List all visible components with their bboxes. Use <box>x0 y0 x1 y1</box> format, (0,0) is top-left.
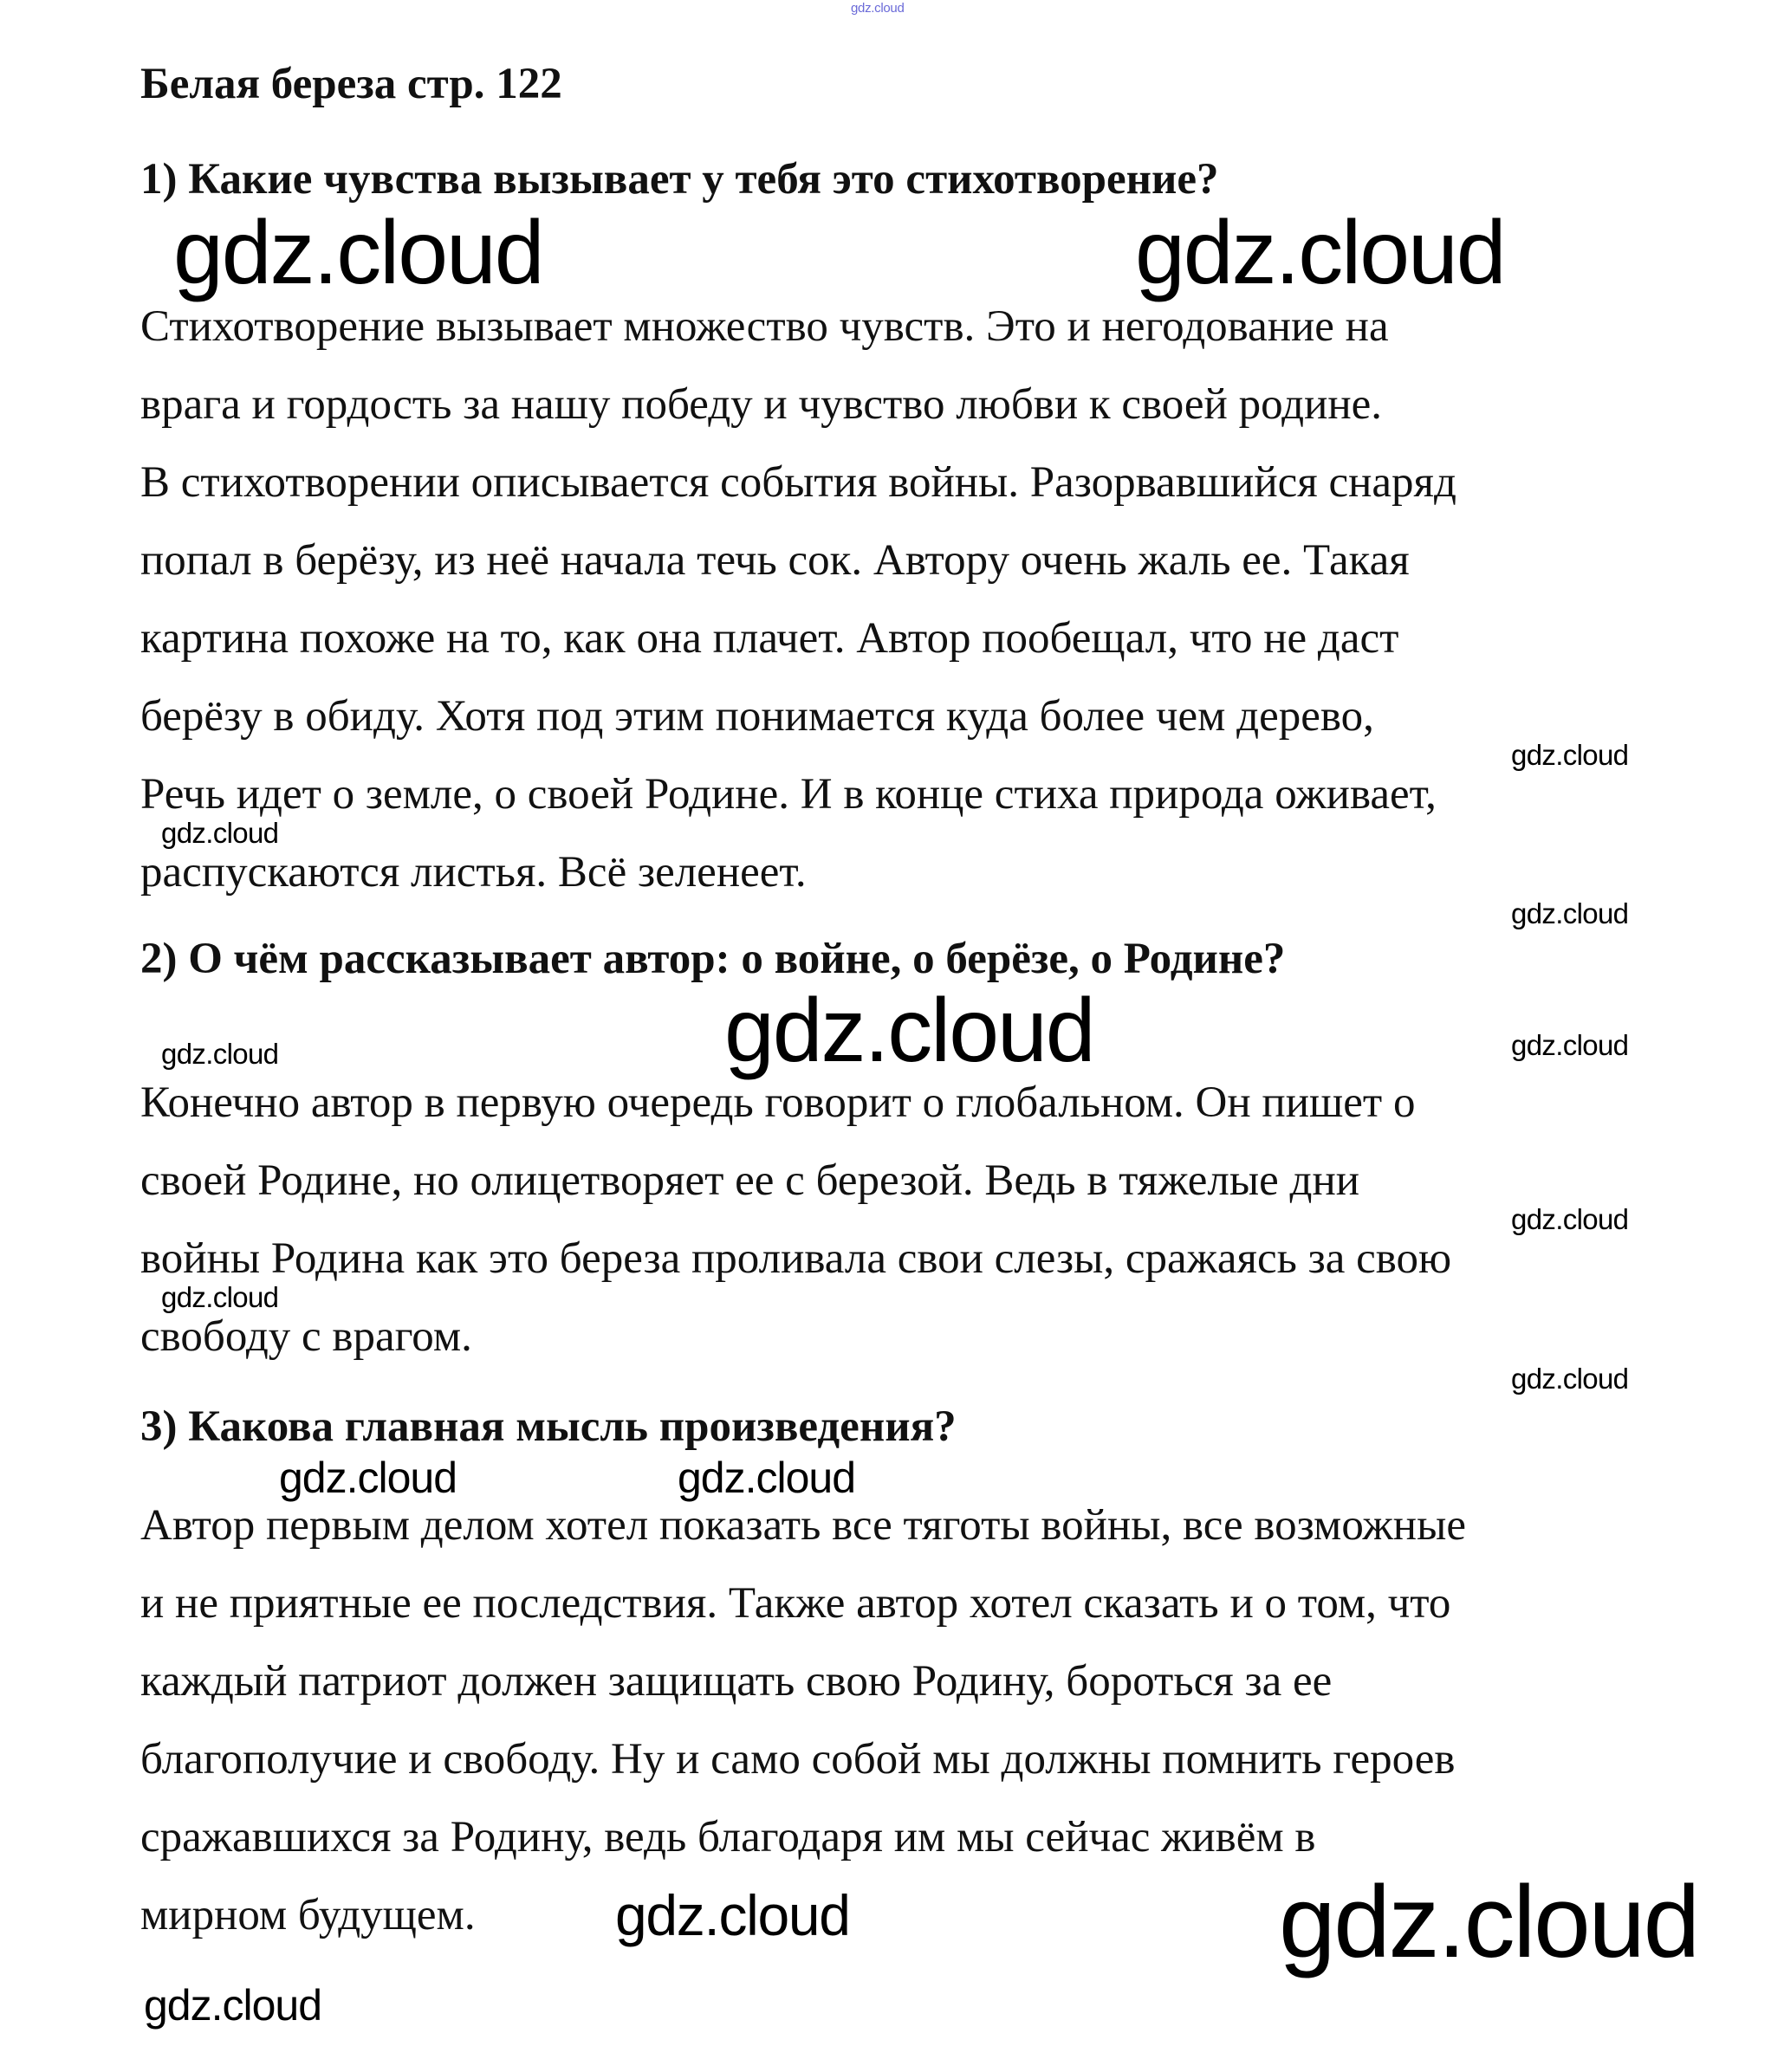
answer-1-line: попал в берёзу, из неё начала течь сок. Автору очень жаль ее. Такая <box>140 536 1410 585</box>
watermark: gdz.cloud <box>615 1883 850 1947</box>
answer-3-line: мирном будущем. <box>140 1891 476 1939</box>
answer-2-line: войны Родина как это береза проливала свои слезы, сражаясь за свою <box>140 1234 1452 1283</box>
answer-1-line: Стихотворение вызывает множество чувств. Это и негодование на <box>140 302 1389 351</box>
answer-1-line: Речь идет о земле, о своей Родине. И в конце стиха природа оживает, <box>140 770 1437 819</box>
answer-1-line: врага и гордость за нашу победу и чувство любви к своей родине. <box>140 380 1383 429</box>
answer-3-line: сражавшихся за Родину, ведь благодаря им мы сейчас живём в <box>140 1813 1316 1862</box>
answer-3-line: каждый патриот должен защищать свою Родину, бороться за ее <box>140 1657 1333 1706</box>
answer-3-line: Автор первым делом хотел показать все тяготы войны, все возможные <box>140 1501 1466 1550</box>
watermark: gdz.cloud <box>678 1454 856 1502</box>
answer-1-line: В стихотворении описывается события войны. Разорвавшийся снаряд <box>140 458 1456 507</box>
question-1: 1) Какие чувства вызывает у тебя это стихотворение? <box>140 155 1219 204</box>
question-2: 2) О чём рассказывает автор: о войне, о берёзе, о Родине? <box>140 935 1286 983</box>
watermark: gdz.cloud <box>161 1038 279 1070</box>
watermark: gdz.cloud <box>1511 739 1629 771</box>
watermark: gdz.cloud <box>1279 1865 1698 1979</box>
watermark: gdz.cloud <box>851 1 905 16</box>
answer-2-line: своей Родине, но олицетворяет ее с березой. Ведь в тяжелые дни <box>140 1156 1360 1205</box>
answer-3-line: и не приятные ее последствия. Также автор хотел сказать и о том, что <box>140 1579 1451 1628</box>
watermark: gdz.cloud <box>1511 1029 1629 1061</box>
answer-1-line: распускаются листья. Всё зеленеет. <box>140 848 807 897</box>
answer-3-line: благополучие и свободу. Ну и само собой мы должны помнить героев <box>140 1735 1456 1784</box>
answer-1-line: картина похоже на то, как она плачет. Автор пообещал, что не даст <box>140 614 1399 663</box>
watermark: gdz.cloud <box>279 1454 457 1502</box>
watermark: gdz.cloud <box>1511 897 1629 929</box>
question-3: 3) Какова главная мысль произведения? <box>140 1402 957 1451</box>
watermark: gdz.cloud <box>1135 203 1505 303</box>
watermark: gdz.cloud <box>161 1281 279 1313</box>
watermark: gdz.cloud <box>1511 1363 1629 1395</box>
watermark: gdz.cloud <box>161 817 279 849</box>
answer-1-line: берёзу в обиду. Хотя под этим понимается куда более чем дерево, <box>140 692 1374 741</box>
answer-2-line: свободу с врагом. <box>140 1312 472 1361</box>
watermark: gdz.cloud <box>1511 1203 1629 1235</box>
watermark: gdz.cloud <box>724 981 1094 1081</box>
watermark: gdz.cloud <box>144 1981 322 2030</box>
page-title: Белая береза стр. 122 <box>140 60 562 108</box>
answer-2-line: Конечно автор в первую очередь говорит о глобальном. Он пишет о <box>140 1078 1416 1127</box>
watermark: gdz.cloud <box>173 203 543 303</box>
